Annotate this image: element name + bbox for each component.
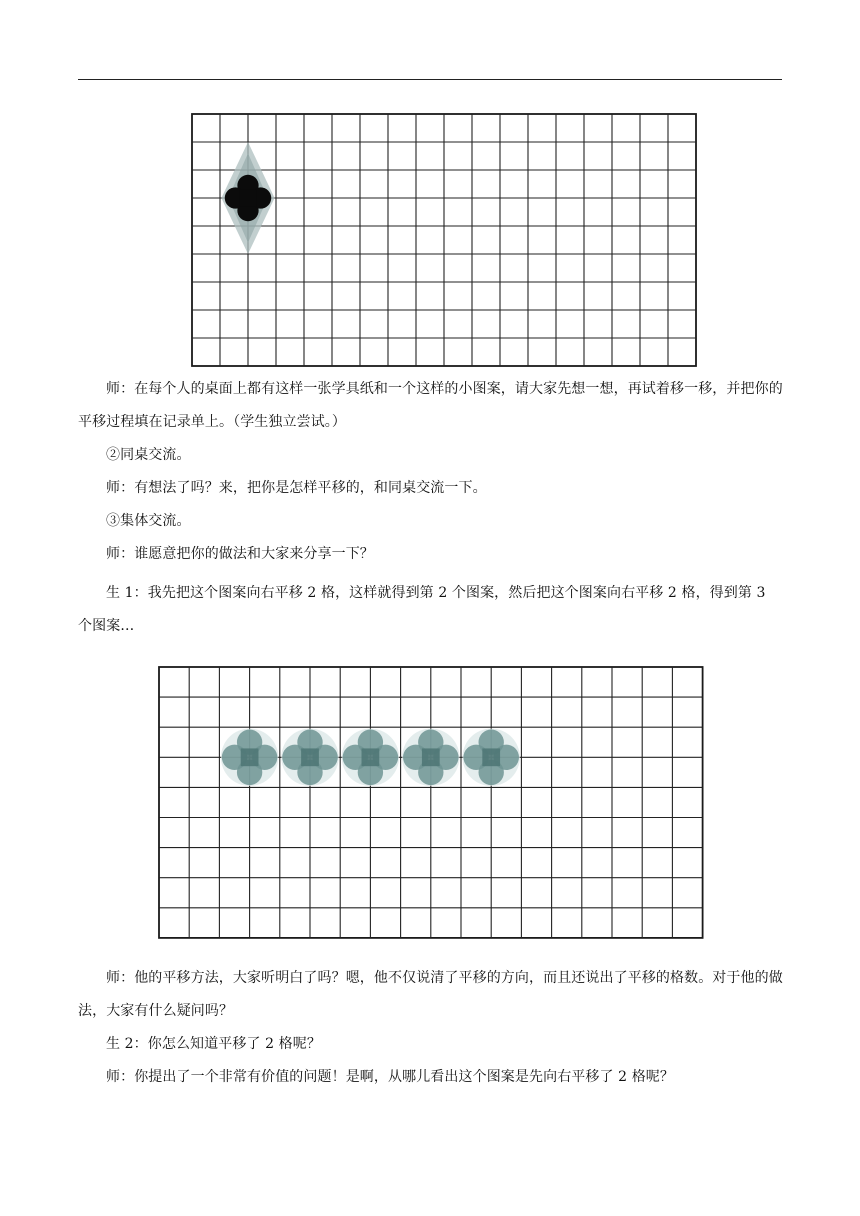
flower-pattern (221, 729, 278, 786)
flower-pattern (221, 142, 274, 254)
paragraph-teacher-question-2: 师：谁愿意把你的做法和大家来分享一下？ (106, 546, 374, 562)
paragraph-teacher-comment: 师：他的平移方法，大家听明白了吗？嗯，他不仅说清了平移的方向，而且还说出了平移的格数。对于他的做法，大家有什么疑问吗？ (78, 970, 783, 1019)
header-rule (78, 79, 782, 80)
grid-figure-2 (157, 665, 710, 941)
paragraph-step-group-exchange: ③集体交流。 (106, 513, 191, 529)
paragraph-teacher-question-1: 师：有想法了吗？来，把你是怎样平移的，和同桌交流一下。 (106, 480, 487, 496)
paragraph-teacher-question-3: 师：你提出了一个非常有价值的问题！是啊，从哪儿看出这个图案是先向右平移了 2 格呢？ (106, 1069, 675, 1085)
paragraph-step-deskmate-exchange: ②同桌交流。 (106, 447, 191, 463)
flower-pattern (342, 729, 399, 786)
paragraph-teacher-instruction: 师：在每个人的桌面上都有这样一张学具纸和一个这样的小图案，请大家先想一想，再试着移一移，并把你的平移过程填在记录单上。（学生独立尝试。） (78, 381, 783, 430)
flower-pattern (281, 729, 338, 786)
flower-pattern (402, 729, 459, 786)
paragraph-student-1: 生 1：我先把这个图案向右平移 2 格，这样就得到第 2 个图案，然后把这个图案向右平移 2 格，得到第 3 个图案… (78, 585, 766, 634)
flower-pattern (463, 729, 520, 786)
grid-figure-1 (190, 112, 700, 370)
paragraph-student-2: 生 2：你怎么知道平移了 2 格呢？ (106, 1036, 321, 1052)
